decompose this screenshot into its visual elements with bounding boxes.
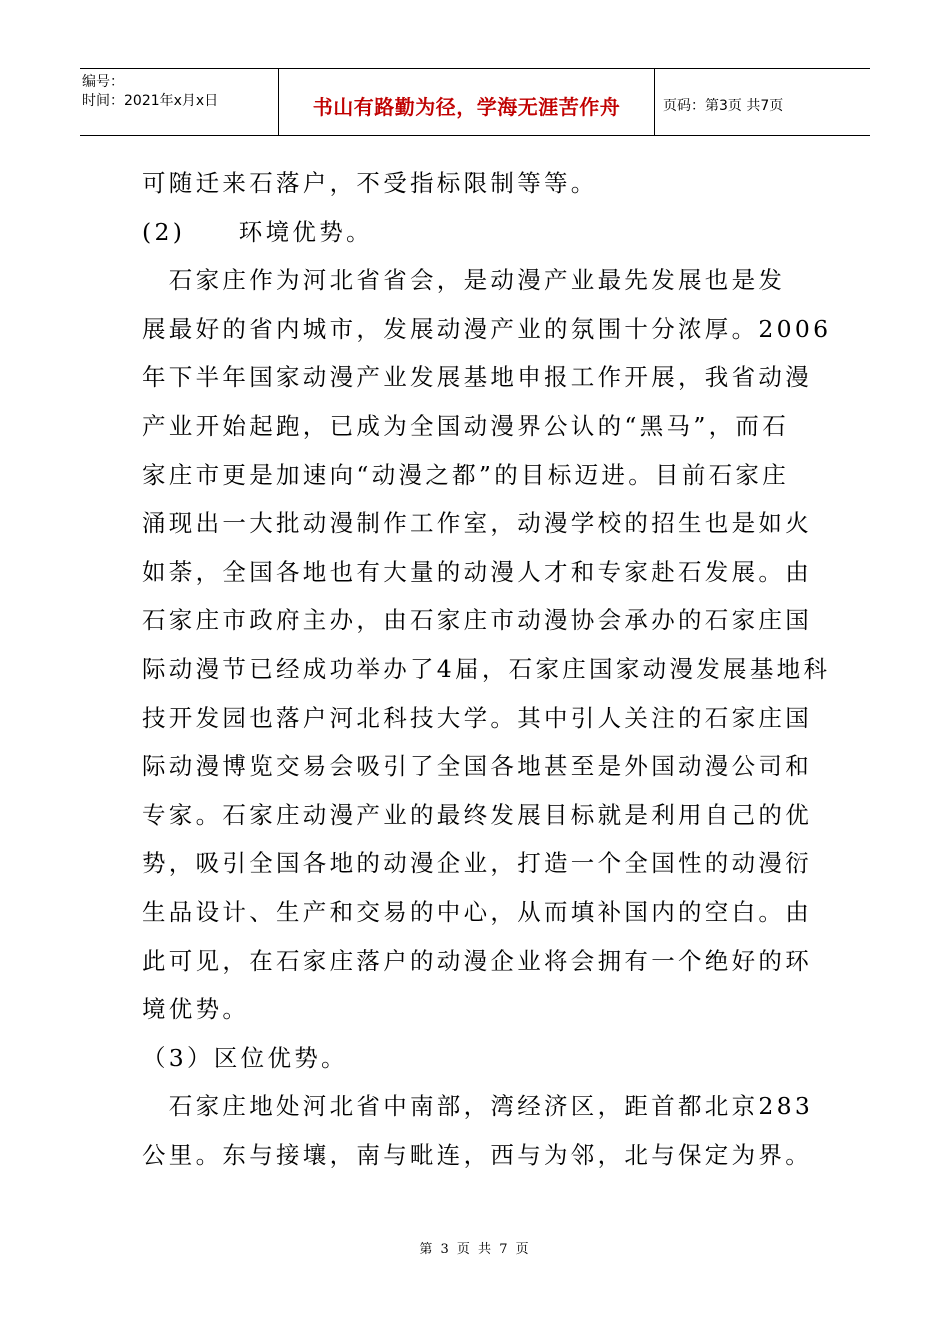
- document-body: [142, 159, 832, 1179]
- text-line: 展最好的省内城市，发展动漫产业的氛围十分浓厚。2006: [142, 314, 832, 343]
- text-line: 专家。石家庄动漫产业的最终发展目标就是利用自己的优: [142, 800, 812, 829]
- text-line: 际动漫博览交易会吸引了全国各地甚至是外国动漫公司和: [142, 752, 812, 781]
- text-line: 家庄市更是加速向“动漫之都”的目标迈进。目前石家庄: [142, 460, 790, 489]
- text-line: 境优势。: [142, 995, 250, 1024]
- page-footer: 第 3 页 共 7 页: [419, 1242, 531, 1257]
- text-line: 石家庄地处河北省中南部，湾经济区，距首都北京283: [142, 1092, 814, 1121]
- text-line: 涌现出一大批动漫制作工作室，动漫学校的招生也是如火: [142, 509, 812, 538]
- page-header: [80, 68, 870, 136]
- text-line: 势，吸引全国各地的动漫企业，打造一个全国性的动漫衍: [142, 849, 812, 878]
- text-line: 公里。东与接壤，南与毗连，西与为邻，北与保定为界。: [142, 1140, 812, 1169]
- document-time-label: 时间：2021年x月x日: [82, 93, 219, 109]
- text-line: 际动漫节已经成功举办了4届，石家庄国家动漫发展基地科: [142, 654, 831, 683]
- subheading-environment: (2) 环境优势。: [142, 217, 373, 246]
- subheading-location: （3）区位优势。: [142, 1043, 348, 1072]
- text-line: 此可见，在石家庄落户的动漫企业将会拥有一个绝好的环: [142, 946, 812, 975]
- text-line: 石家庄作为河北省省会，是动漫产业最先发展也是发: [142, 266, 786, 295]
- text-line: 如荼，全国各地也有大量的动漫人才和专家赴石发展。由: [142, 557, 812, 586]
- header-page-info: 页码：第3页 共7页: [663, 98, 784, 114]
- document-number-label: 编号：: [82, 74, 124, 90]
- text-line: 可随迁来石落户，不受指标限制等等。: [142, 169, 598, 197]
- text-line: 技开发园也落户河北科技大学。其中引人关注的石家庄国: [142, 703, 812, 732]
- text-line: 年下半年国家动漫产业发展基地申报工作开展，我省动漫: [142, 363, 812, 392]
- text-line: 产业开始起跑，已成为全国动漫界公认的“黑马”，而石: [142, 411, 790, 440]
- text-line: 石家庄市政府主办，由石家庄市动漫协会承办的石家庄国: [142, 606, 812, 635]
- header-meta: [80, 69, 279, 135]
- text-line: 生品设计、生产和交易的中心，从而填补国内的空白。由: [142, 897, 812, 926]
- header-motto: 书山有路勤为径，学海无涯苦作舟: [279, 69, 655, 135]
